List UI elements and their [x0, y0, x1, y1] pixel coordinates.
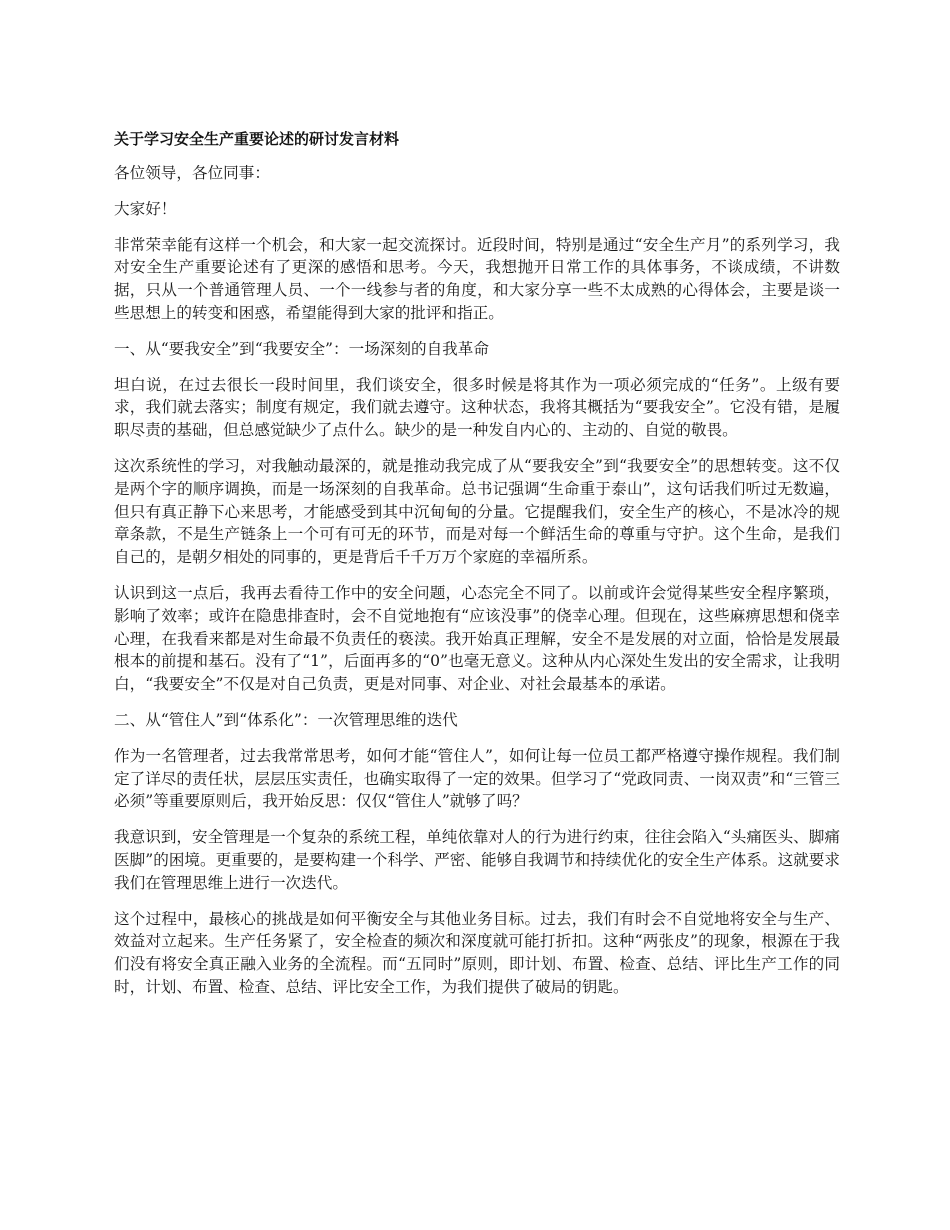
- salutation: 各位领导，各位同事：: [114, 164, 270, 182]
- document-page: [114, 128, 840, 1012]
- intro-paragraph: 非常荣幸能有这样一个机会，和大家一起交流探讨。近段时间，特别是通过“安全生产月”的系列学习，我对安全生产重要论述有了更深的感悟和思考。今天，我想抛开日常工作的具体事务，不谈成绩，不讲数据，只从一个普通管理人员、一个一线参与者的角度，和大家分享一些不太成熟的心得体会，主要是谈一些思想上的转变和困惑，希望能得到大家的批评和指正。: [114, 235, 840, 322]
- section-2-paragraph: 作为一名管理者，过去我常常思考，如何才能“管住人”，如何让每一位员工都严格遵守操作规程。我们制定了详尽的责任状，层层压实责任，也确实取得了一定的效果。但学习了“党政同责、一岗双责”和“三管三必须”等重要原则后，我开始反思：仅仅“管住人”就够了吗？: [114, 746, 840, 811]
- section-1-paragraph: 坦白说，在过去很长一段时间里，我们谈安全，很多时候是将其作为一项必须完成的“任务”。上级有要求，我们就去落实；制度有规定，我们就去遵守。这种状态，我将其概括为“要我安全”。它没有错，是履职尽责的基础，但总感觉缺少了点什么。缺少的是一种发自内心的、主动的、自觉的敬畏。: [114, 375, 840, 440]
- section-2-paragraph: 我意识到，安全管理是一个复杂的系统工程，单纯依靠对人的行为进行约束，往往会陷入“头痛医头、脚痛医脚”的困境。更重要的，是要构建一个科学、严密、能够自我调节和持续优化的安全生产体系。这就要求我们在管理思维上进行一次迭代。: [114, 828, 840, 892]
- section-1-paragraph: 认识到这一点后，我再去看待工作中的安全问题，心态完全不同了。以前或许会觉得某些安全程序繁琐，影响了效率；或许在隐患排查时，会不自觉地抱有“应该没事”的侥幸心理。但现在，这些麻痹思想和侥幸心理，在我看来都是对生命最不负责任的亵渎。我开始真正理解，安全不是发展的对立面，恰恰是发展最根本的前提和基石。没有了“1”，后面再多的“0”也毫无意义。这种从内心深处生发出的安全需求，让我明白，“我要安全”不仅是对自己负责，更是对同事、对企业、对社会最基本的承诺。: [114, 583, 840, 694]
- document-title: 关于学习安全生产重要论述的研讨发言材料: [114, 130, 400, 148]
- section-1-heading: 一、从“要我安全”到“我要安全”：一场深刻的自我革命: [114, 339, 489, 358]
- section-2-paragraph: 这个过程中，最核心的挑战是如何平衡安全与其他业务目标。过去，我们有时会不自觉地将安全与生产、效益对立起来。生产任务紧了，安全检查的频次和深度就可能打折扣。这种“两张皮”的现象，根源在于我们没有将安全真正融入业务的全流程。而“五同时”原则，即计划、布置、检查、总结、评比生产工作的同时，计划、布置、检查、总结、评比安全工作，为我们提供了破局的钥匙。: [114, 909, 840, 996]
- section-2-heading: 二、从“管住人”到“体系化”：一次管理思维的迭代: [114, 710, 458, 729]
- section-1-paragraph: 这次系统性的学习，对我触动最深的，就是推动我完成了从“要我安全”到“我要安全”的思想转变。这不仅是两个字的顺序调换，而是一场深刻的自我革命。总书记强调“生命重于泰山”，这句话我们听过无数遍，但只有真正静下心来思考，才能感受到其中沉甸甸的分量。它提醒我们，安全生产的核心，不是冰冷的规章条款，不是生产链条上一个可有可无的环节，而是对每一个鲜活生命的尊重与守护。这个生命，是我们自己的，是朝夕相处的同事的，更是背后千千万万个家庭的幸福所系。: [114, 456, 840, 567]
- greeting: 大家好！: [114, 199, 177, 218]
